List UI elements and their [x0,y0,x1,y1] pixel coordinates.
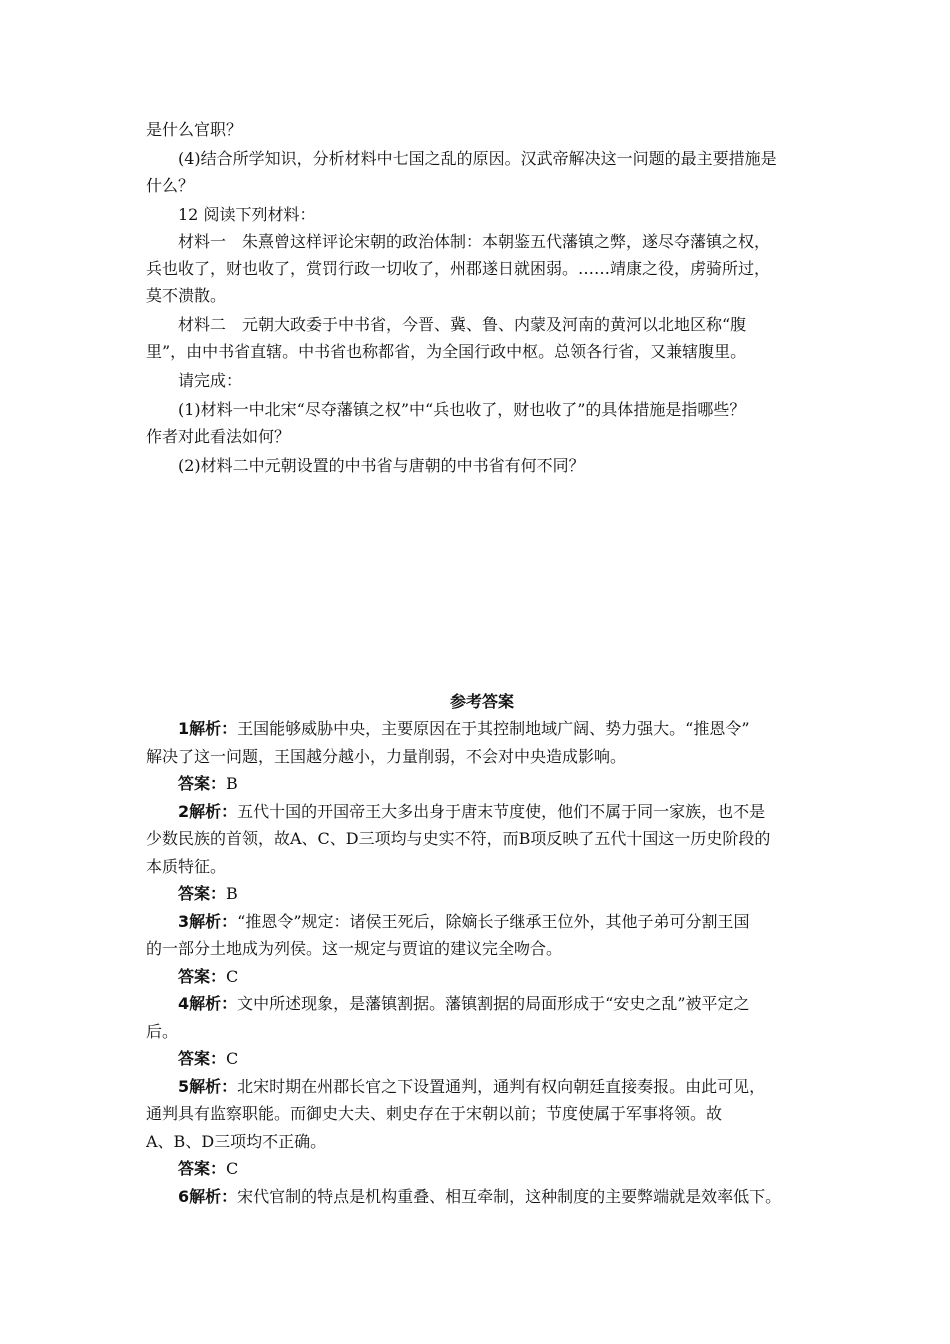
answer-2-analysis [146,798,818,826]
question-12-title: 12 阅读下列材料： [178,205,316,224]
analysis-label: 解析： [189,994,238,1013]
question-11-continuation: 是什么官职？ [146,120,243,139]
answer-2-result [146,880,818,908]
answer-label: 答案： [178,774,227,793]
answer-3-value: C [226,966,239,986]
answer-2-text-cont-2: 本质特征。 [146,856,227,876]
question-11-part-4-cont: 什么？ [146,176,195,195]
material-2-line-2: 里”，由中书省直辖。中书省也称都省，为全国行政中枢。总领各行省，又兼辖腹里。 [146,342,747,361]
answer-2-text-cont: 少数民族的首领，故A、C、D三项均与史实不符，而B项反映了五代十国这一历史阶段的 [146,829,771,848]
analysis-label: 解析： [189,911,238,931]
answer-3-result [146,963,818,991]
answer-6-number: 6 [178,1186,190,1206]
answers-section [146,688,818,1210]
complete-prompt: 请完成： [178,371,243,390]
answer-3-number: 3 [178,911,190,931]
answer-3-analysis [146,908,818,936]
answer-label: 答案： [178,966,227,986]
question-11-part-4: (4)结合所学知识，分析材料中七国之乱的原因。汉武帝解决这一问题的最主要措施是 [178,149,777,168]
answer-1-value: B [226,774,238,793]
answer-label: 答案： [178,884,227,903]
analysis-label: 解析： [189,719,238,738]
answer-2-number: 2 [178,801,190,821]
answer-4-text: 文中所述现象，是藩镇割据。藩镇割据的局面形成于“安史之乱”被平定之 [237,994,750,1013]
answer-2-text: 五代十国的开国帝王大多出身于唐末节度使，他们不属于同一家族，也不是 [237,801,766,821]
answer-label: 答案： [178,1049,227,1068]
answer-5-text: 北宋时期在州郡长官之下设置通判，通判有权向朝廷直接奏报。由此可见， [237,1076,766,1096]
answer-5-number: 5 [178,1076,190,1096]
answer-3-text: “推恩令”规定：诸侯王死后，除嫡长子继承王位外，其他子弟可分割王国 [237,911,750,931]
questions-section [146,116,818,479]
answer-4-result [146,1045,818,1073]
answer-5-result [146,1155,818,1183]
answer-5-value: C [226,1159,239,1178]
answer-4-text-cont: 后。 [146,1021,179,1041]
answer-1-text: 王国能够威胁中央，主要原因在于其控制地域广阔、势力强大。“推恩令” [237,719,750,738]
question-12-part-1: (1)材料一中北宋“尽夺藩镇之权”中“兵也收了，财也收了”的具体措施是指哪些？ [178,400,746,419]
answers-title: 参考答案 [449,692,514,711]
answer-1-text-cont: 解决了这一问题，王国越分越小，力量削弱，不会对中央造成影响。 [146,746,627,766]
analysis-label: 解析： [189,801,238,821]
answer-4-number: 4 [178,994,190,1013]
answer-4-analysis [146,990,818,1018]
answer-4-value: C [226,1049,239,1068]
analysis-label: 解析： [189,1186,238,1206]
material-2-line-1: 材料二 元朝大政委于中书省，今晋、冀、鲁、内蒙及河南的黄河以北地区称“腹 [178,315,747,334]
material-1-line-1: 材料一 朱熹曾这样评论宋朝的政治体制：本朝鉴五代藩镇之弊，遂尽夺藩镇之权， [178,232,771,251]
answer-2-value: B [226,884,238,903]
question-12-part-2: (2)材料二中元朝设置的中书省与唐朝的中书省有何不同？ [178,456,585,475]
answer-1-result [146,770,818,798]
answer-6-analysis [146,1183,818,1211]
answer-1-number: 1 [178,719,190,738]
answer-3-text-cont: 的一部分土地成为列侯。这一规定与贾谊的建议完全吻合。 [146,939,563,958]
answer-5-text-cont: 通判具有监察职能。而御史大夫、刺史存在于宋朝以前；节度使属于军事将领。故 [146,1104,723,1123]
answer-label: 答案： [178,1159,227,1178]
answer-1-analysis [146,715,818,743]
analysis-label: 解析： [189,1076,238,1096]
answer-6-text: 宋代官制的特点是机构重叠、相互牵制，这种制度的主要弊端就是效率低下。 [237,1186,782,1206]
answer-5-text-cont-2: A、B、D三项均不正确。 [146,1131,327,1151]
answer-5-analysis [146,1073,818,1101]
material-1-line-3: 莫不溃散。 [146,286,227,305]
material-1-line-2: 兵也收了，财也收了，赏罚行政一切收了，州郡遂日就困弱。……靖康之役，虏骑所过， [146,259,771,278]
question-12-part-1-cont: 作者对此看法如何？ [146,427,291,446]
